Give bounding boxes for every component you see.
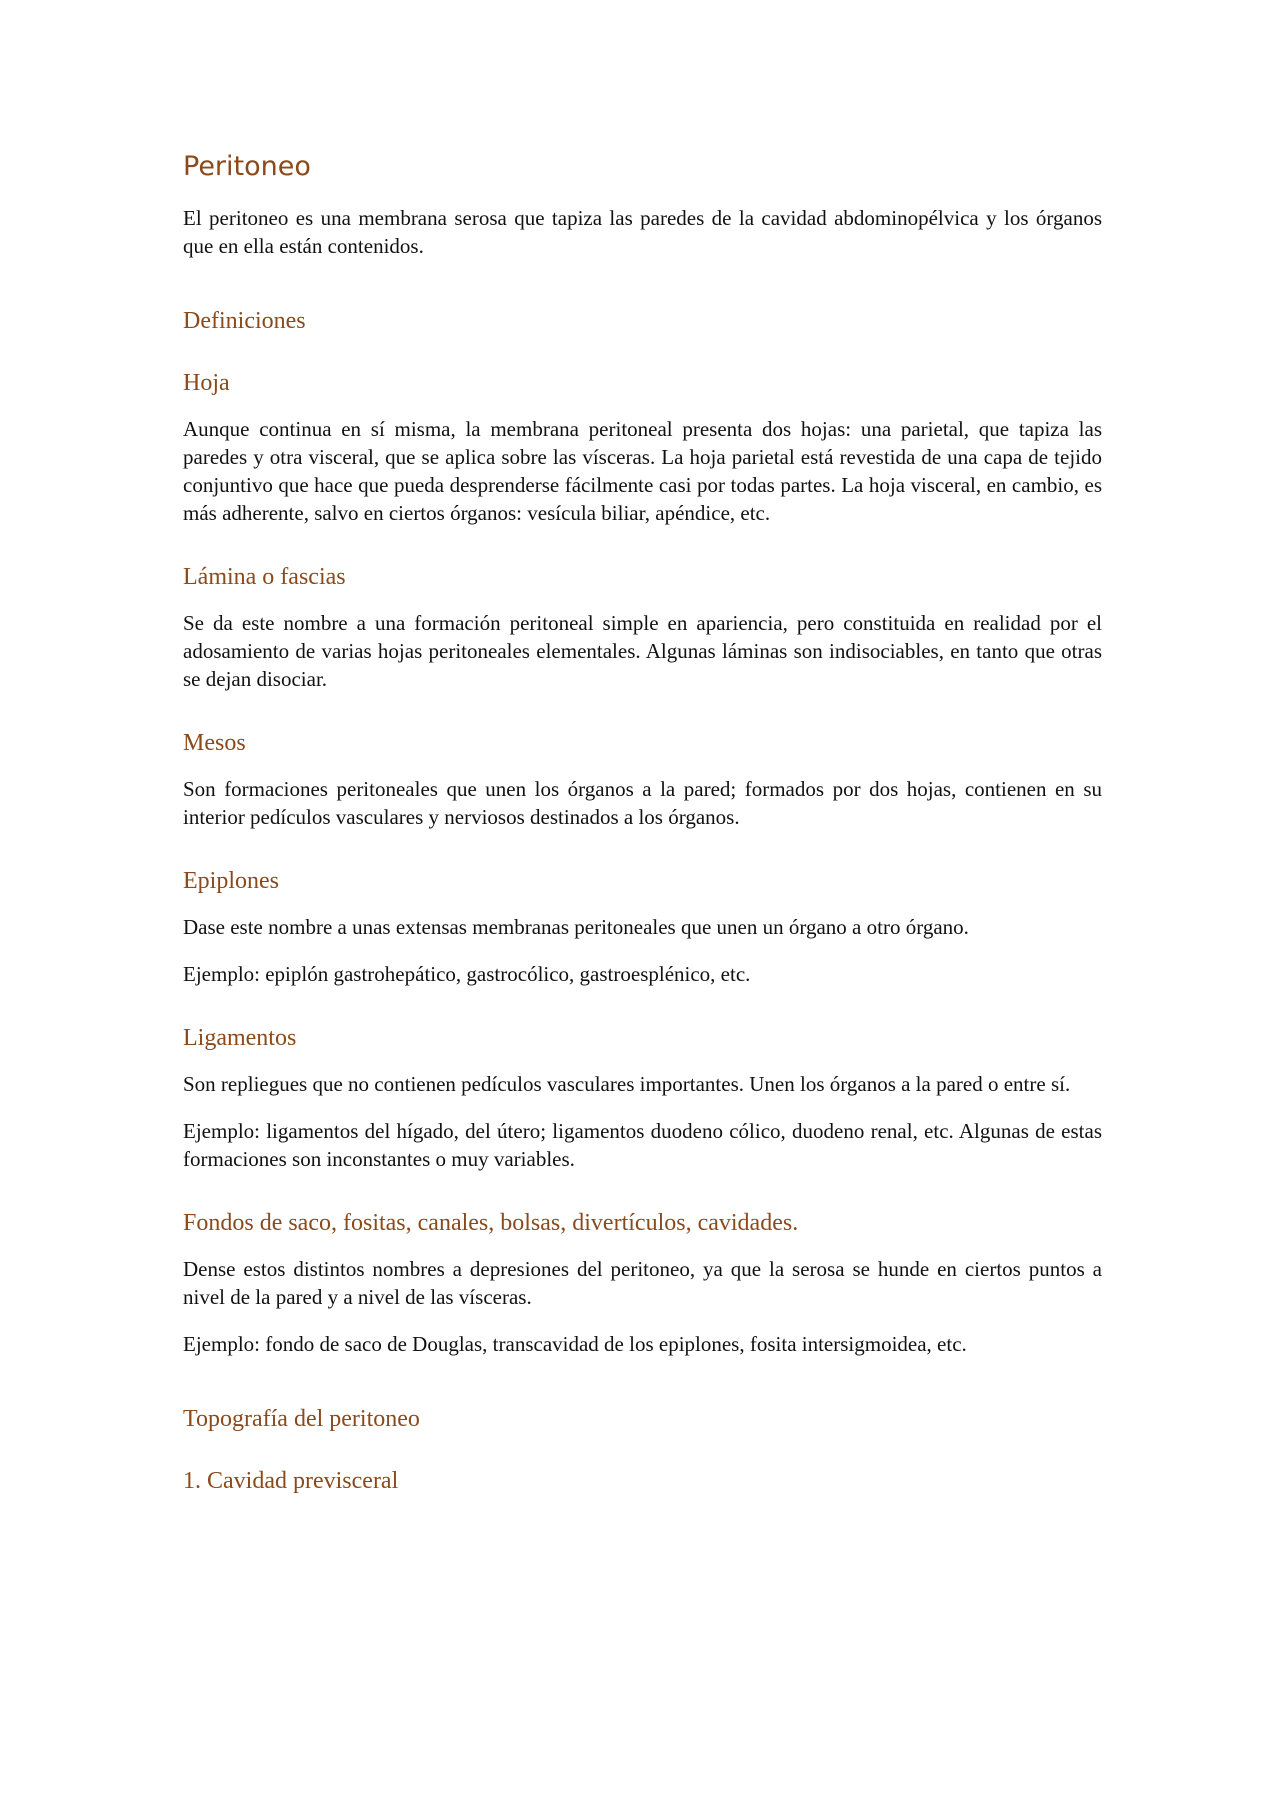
subheading-epiplones: Epiplones [183,868,279,894]
example-ligamentos: Ejemplo: ligamentos del hígado, del útero; ligamentos duodeno cólico, duodeno renal, etc. Algunas de estas formaciones son inconstantes o muy variables. [183,1119,1102,1171]
section-heading-topografia: Topografía del peritoneo [183,1406,420,1432]
subheading-fondos: Fondos de saco, fositas, canales, bolsas, divertículos, cavidades. [183,1210,799,1236]
subheading-cavidad-previsceral: 1. Cavidad previsceral [183,1468,399,1494]
example-epiplones: Ejemplo: epiplón gastrohepático, gastrocólico, gastroesplénico, etc. [183,962,751,986]
paragraph-hoja: Aunque continua en sí misma, la membrana peritoneal presenta dos hojas: una parietal, que tapiza las paredes y otra visceral, que se aplica sobre las vísceras. La hoja parietal está revestida de una capa de tejido conjuntivo que hace que pueda desprenderse fácilmente casi por todas partes. La hoja visceral, en cambio, es más adherente, salvo en ciertos órganos: vesícula biliar, apéndice, etc. [183,417,1102,525]
subheading-ligamentos: Ligamentos [183,1025,297,1051]
paragraph-fondos: Dense estos distintos nombres a depresiones del peritoneo, ya que la serosa se hunde en ciertos puntos a nivel de la pared y a nivel de las vísceras. [183,1257,1102,1309]
document-page [183,150,1102,1496]
paragraph-epiplones: Dase este nombre a unas extensas membranas peritoneales que unen un órgano a otro órgano. [183,915,969,939]
paragraph-ligamentos: Son repliegues que no contienen pedículos vasculares importantes. Unen los órganos a la pared o entre sí. [183,1072,1071,1096]
intro-paragraph: El peritoneo es una membrana serosa que tapiza las paredes de la cavidad abdominopélvica y los órganos que en ella están contenidos. [183,206,1102,258]
section-heading-definiciones: Definiciones [183,308,306,334]
paragraph-lamina: Se da este nombre a una formación peritoneal simple en apariencia, pero constituida en realidad por el adosamiento de varias hojas peritoneales elementales. Algunas láminas son indisociables, en tanto que otras se dejan disociar. [183,611,1102,691]
paragraph-mesos: Son formaciones peritoneales que unen los órganos a la pared; formados por dos hojas, contienen en su interior pedículos vasculares y nerviosos destinados a los órganos. [183,777,1102,829]
subheading-hoja: Hoja [183,370,230,396]
example-fondos: Ejemplo: fondo de saco de Douglas, transcavidad de los epiplones, fosita intersigmoidea, etc. [183,1332,967,1356]
subheading-mesos: Mesos [183,730,246,756]
subheading-lamina: Lámina o fascias [183,564,346,590]
page-title: Peritoneo [183,151,311,182]
